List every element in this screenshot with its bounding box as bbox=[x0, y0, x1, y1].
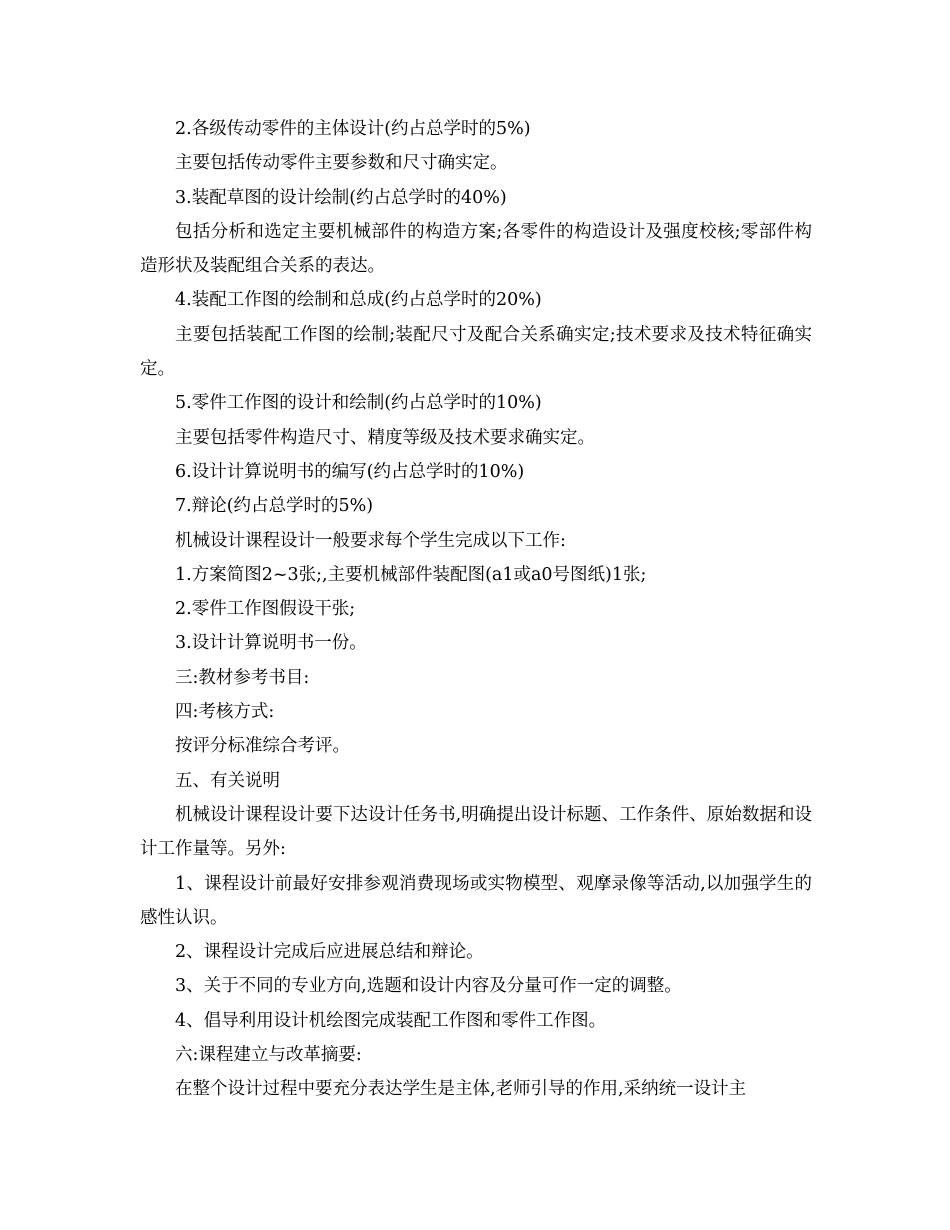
paragraph-student-work: 机械设计课程设计一般要求每个学生完成以下工作: bbox=[175, 530, 566, 551]
paragraph-design-manual: 6.设计计算说明书的编写(约占总学时的10%) bbox=[175, 461, 525, 482]
paragraph-work-item-1: 1.方案简图2~3张;,主要机械部件装配图(a1或a0号图纸)1张; bbox=[175, 564, 647, 585]
paragraph-defense: 7.辩论(约占总学时的5%) bbox=[175, 496, 374, 517]
paragraph-note-1: 1、课程设计前最好安排参观消费现场或实物模型、观摩录像等活动,以加强学生的感性认识。 bbox=[140, 873, 812, 928]
section-heading-textbooks: 三:教材参考书目: bbox=[175, 667, 310, 688]
paragraph-assembly-sketch-content: 包括分析和选定主要机械部件的构造方案;各零件的构造设计及强度校核;零部件构造形状及装配组合关系的表达。 bbox=[140, 221, 812, 277]
paragraph-assessment: 按评分标准综合考评。 bbox=[175, 736, 350, 757]
paragraph-note-2: 2、课程设计完成后应进展总结和辩论。 bbox=[175, 942, 484, 963]
paragraph-reform: 在整个设计过程中要充分表达学生是主体,老师引导的作用,采纳统一设计主 bbox=[175, 1079, 747, 1100]
paragraph-note-3: 3、关于不同的专业方向,选题和设计内容及分量可作一定的调整。 bbox=[175, 976, 682, 997]
paragraph-assembly-drawing-content: 主要包括装配工作图的绘制;装配尺寸及配合关系确实定;技术要求及技术特征确实定。 bbox=[140, 324, 812, 380]
paragraph-notes-intro: 机械设计课程设计要下达设计任务书,明确提出设计标题、工作条件、原始数据和设计工作量等。另外: bbox=[140, 804, 812, 860]
paragraph-work-item-2: 2.零件工作图假设干张; bbox=[175, 599, 356, 620]
paragraph-part-drawing-content: 主要包括零件构造尺寸、精度等级及技术要求确实定。 bbox=[175, 427, 595, 448]
section-heading-reform: 六:课程建立与改革摘要: bbox=[175, 1045, 362, 1066]
paragraph-assembly-drawing: 4.装配工作图的绘制和总成(约占总学时的20%) bbox=[175, 290, 542, 311]
paragraph-assembly-sketch: 3.装配草图的设计绘制(约占总学时的40%) bbox=[175, 187, 507, 208]
section-heading-assessment: 四:考核方式: bbox=[175, 702, 275, 723]
paragraph-note-4: 4、倡导利用设计机绘图完成装配工作图和零件工作图。 bbox=[175, 1010, 607, 1031]
paragraph-transmission-design: 2.各级传动零件的主体设计(约占总学时的5%) bbox=[175, 119, 531, 139]
paragraph-work-item-3: 3.设计计算说明书一份。 bbox=[175, 633, 367, 654]
paragraph-part-drawing: 5.零件工作图的设计和绘制(约占总学时的10%) bbox=[175, 393, 542, 414]
paragraph-transmission-content: 主要包括传动零件主要参数和尺寸确实定。 bbox=[175, 153, 508, 174]
document-page bbox=[140, 112, 812, 1107]
section-heading-notes: 五、有关说明 bbox=[175, 770, 280, 791]
